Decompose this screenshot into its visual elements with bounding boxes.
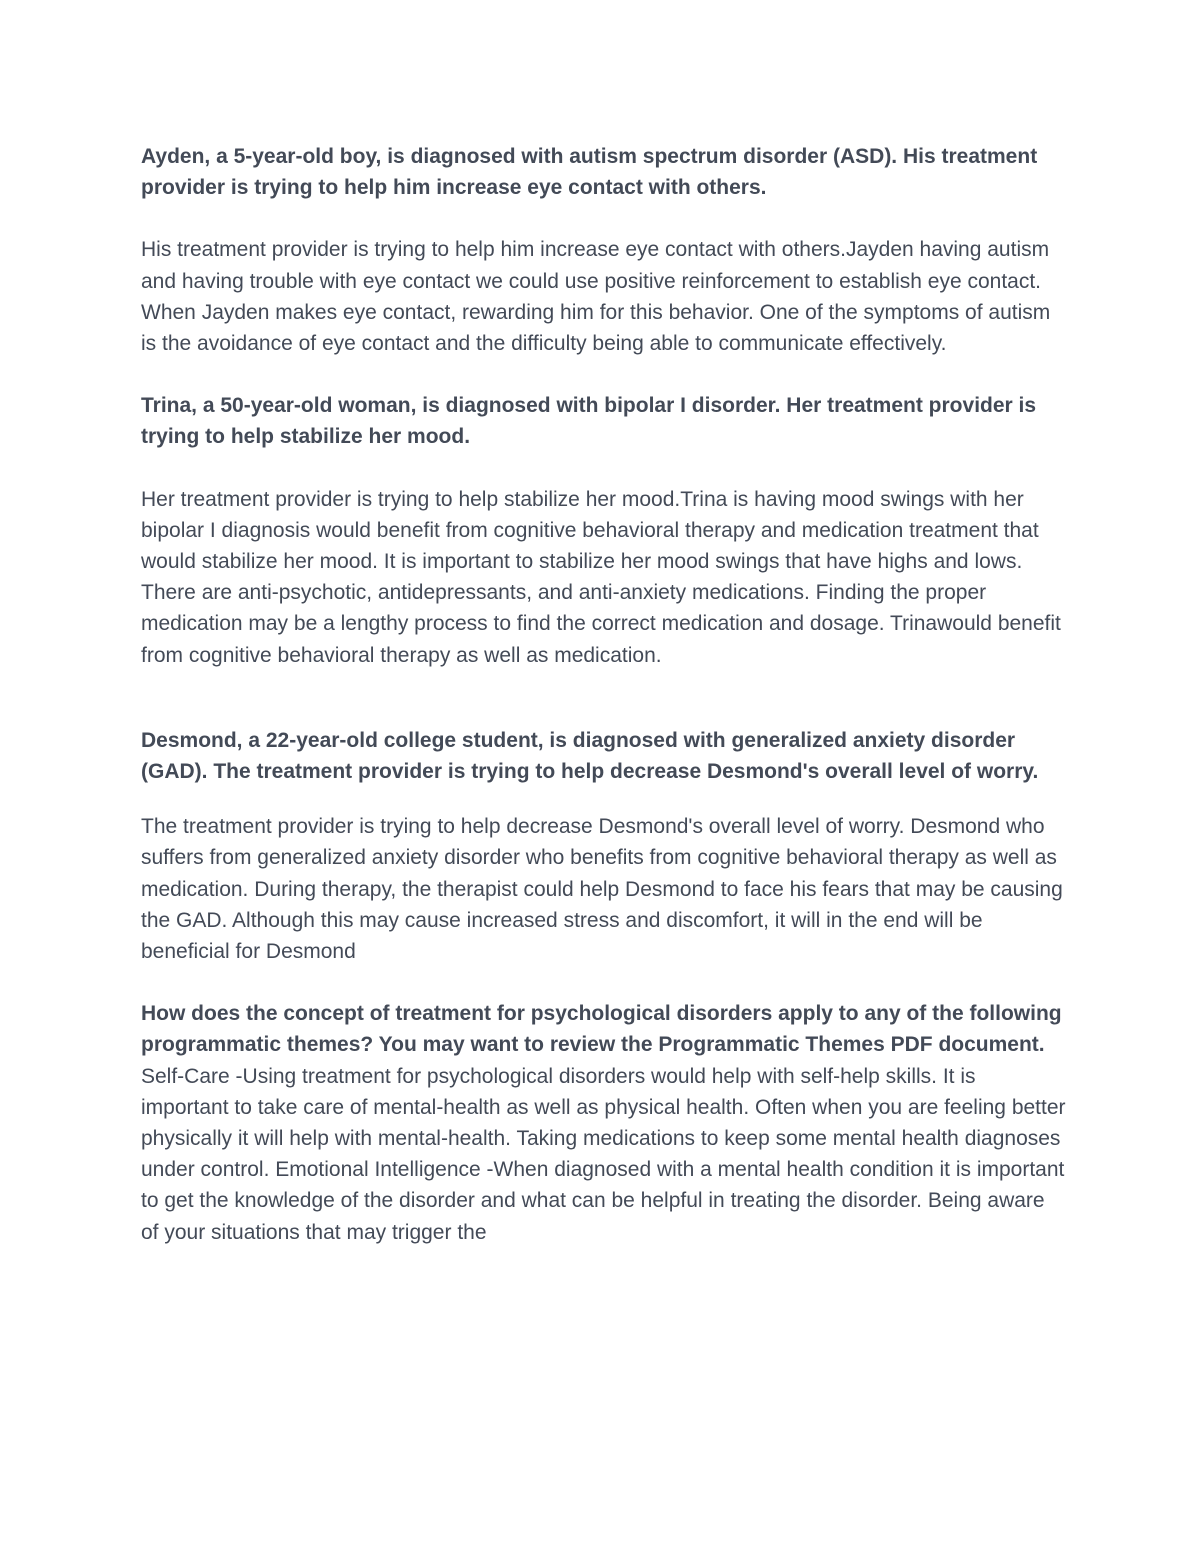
document-body — [141, 141, 1066, 1248]
case-response-desmond: The treatment provider is trying to help decrease Desmond's overall level of worry. Desmond who suffers from generalized anxiety disorder who benefits from cognitive behavioral therapy as well as medication. During therapy, the therapist could help Desmond to face his fears that may be causing the GAD. Although this may cause increased stress and discomfort, it will in the end will be beneficial for Desmond — [141, 815, 1063, 964]
case-heading-ayden: Ayden, a 5-year-old boy, is diagnosed with autism spectrum disorder (ASD). His treatment provider is trying to help him increase eye contact with others. — [141, 145, 1038, 200]
case-response-ayden: His treatment provider is trying to help him increase eye contact with others.Jayden having autism and having trouble with eye contact we could use positive reinforcement to establish eye contact. When Jayden makes eye contact, rewarding him for this behavior. One of the symptoms of autism is the avoidance of eye contact and the difficulty being able to communicate effectively. — [141, 238, 1051, 356]
case-heading-desmond: Desmond, a 22-year-old college student, is diagnosed with generalized anxiety disorder (GAD). The treatment provider is trying to help decrease Desmond's overall level of worry. — [141, 728, 1039, 784]
themes-response: Self-Care -Using treatment for psychological disorders would help with self-help skills. It is important to take care of mental-health as well as physical health. Often when you are feeling better physically it will help with mental-health. Taking medications to keep some mental health diagnoses under control. Emotional Intelligence -When diagnosed with a mental health condition it is important to get the knowledge of the disorder and what can be helpful in treating the disorder. Being aware of your situations that may trigger the — [141, 1064, 1066, 1244]
case-response-trina: Her treatment provider is trying to help stabilize her mood.Trina is having mood swings with her bipolar I diagnosis would benefit from cognitive behavioral therapy and medication treatment that would stabilize her mood. It is important to stabilize her mood swings that have highs and lows. There are anti-psychotic, antidepressants, and anti-anxiety medications. Finding the proper medication may be a lengthy process to find the correct medication and dosage. Trinawould benefit from cognitive behavioral therapy as well as medication. — [141, 487, 1061, 667]
themes-question-heading: How does the concept of treatment for psychological disorders apply to any of the following programmatic themes? You may want to review the Programmatic Themes PDF document. — [141, 1002, 1062, 1057]
case-heading-trina: Trina, a 50-year-old woman, is diagnosed with bipolar I disorder. Her treatment provider is trying to help stabilize her mood. — [141, 394, 1037, 449]
